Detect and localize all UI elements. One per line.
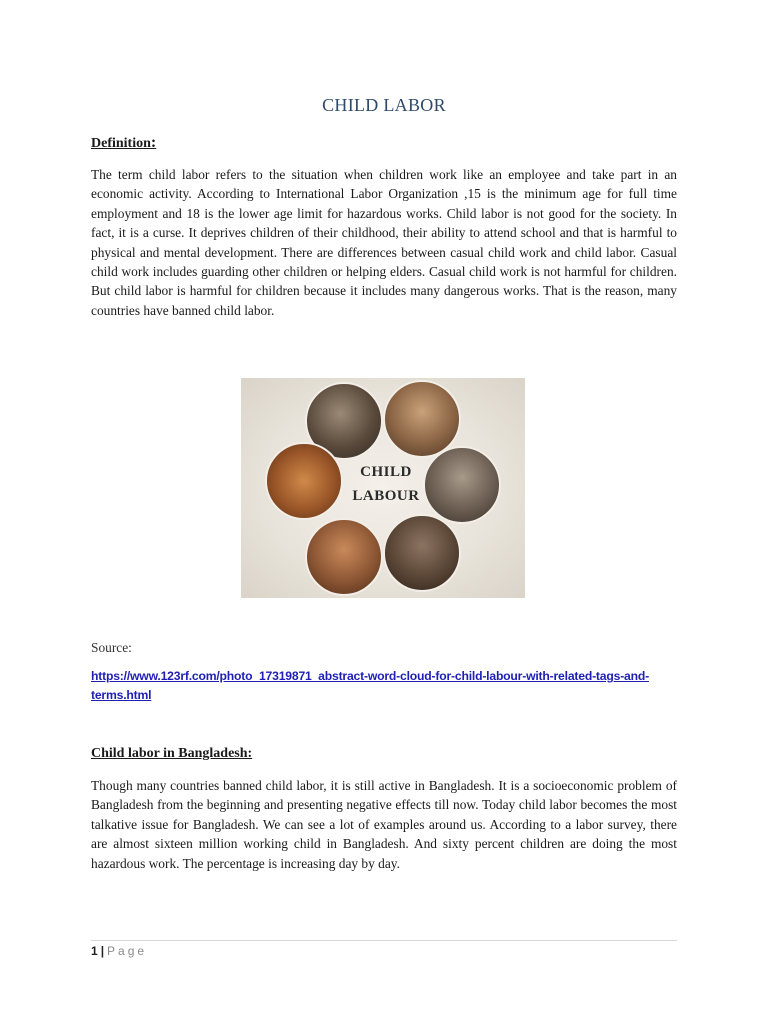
source-link[interactable]	[91, 667, 681, 705]
definition-heading-text: Definition	[91, 136, 151, 151]
source-link-line2[interactable]: terms.html	[91, 688, 152, 702]
page-number: 1	[91, 944, 98, 958]
page-title: CHILD LABOR	[322, 95, 446, 115]
photo-circle-6	[383, 514, 461, 592]
photo-circle-2	[383, 380, 461, 458]
footer-divider	[91, 940, 677, 941]
footer-separator: |	[100, 944, 105, 958]
definition-paragraph: The term child labor refers to the situation when children work like an employee and take part in an economic activity. According to International Labor Organization ,15 is the minimum age for full time employment and 18 is the lower age limit for hazardous works. Child labor is not good for the society. In fact, it is a curse. It deprives children of their childhood, their ability to attend school and that is harmful to physical and mental development. There are differences between casual child work and child labor. Casual child work includes guarding other children or helping elders. Casual child work is not harmful for children. But child labor is harmful for children because it includes many dangerous works. That is the reason, many countries have banned child labor.	[91, 167, 677, 318]
definition-heading-colon: :	[150, 134, 157, 151]
image-caption-line2: LABOUR	[352, 488, 420, 504]
child-labour-image	[241, 378, 525, 598]
page-footer	[91, 944, 147, 958]
photo-circle-3	[265, 442, 343, 520]
source-link-line1[interactable]: https://www.123rf.com/photo_17319871_abstract-word-cloud-for-child-labour-with-related-tags-and-	[91, 669, 649, 683]
photo-circle-4	[423, 446, 501, 524]
image-caption	[341, 460, 431, 508]
bangladesh-paragraph: Though many countries banned child labor, it is still active in Bangladesh. It is a socioeconomic problem of Bangladesh from the beginning and presenting negative effects till now. Today child labor becomes the most talkative issue for Bangladesh. We can see a lot of examples around us. According to a labor survey, there are almost sixteen million working child in Bangladesh. And sixty percent children are doing the most hazardous work. The percentage is increasing day by day.	[91, 778, 677, 871]
photo-circle-5	[305, 518, 383, 596]
image-caption-line1: CHILD	[360, 464, 412, 480]
definition-heading	[91, 134, 156, 152]
page-label: Page	[107, 944, 148, 958]
source-label: Source:	[91, 640, 132, 655]
bangladesh-heading: Child labor in Bangladesh:	[91, 746, 253, 761]
